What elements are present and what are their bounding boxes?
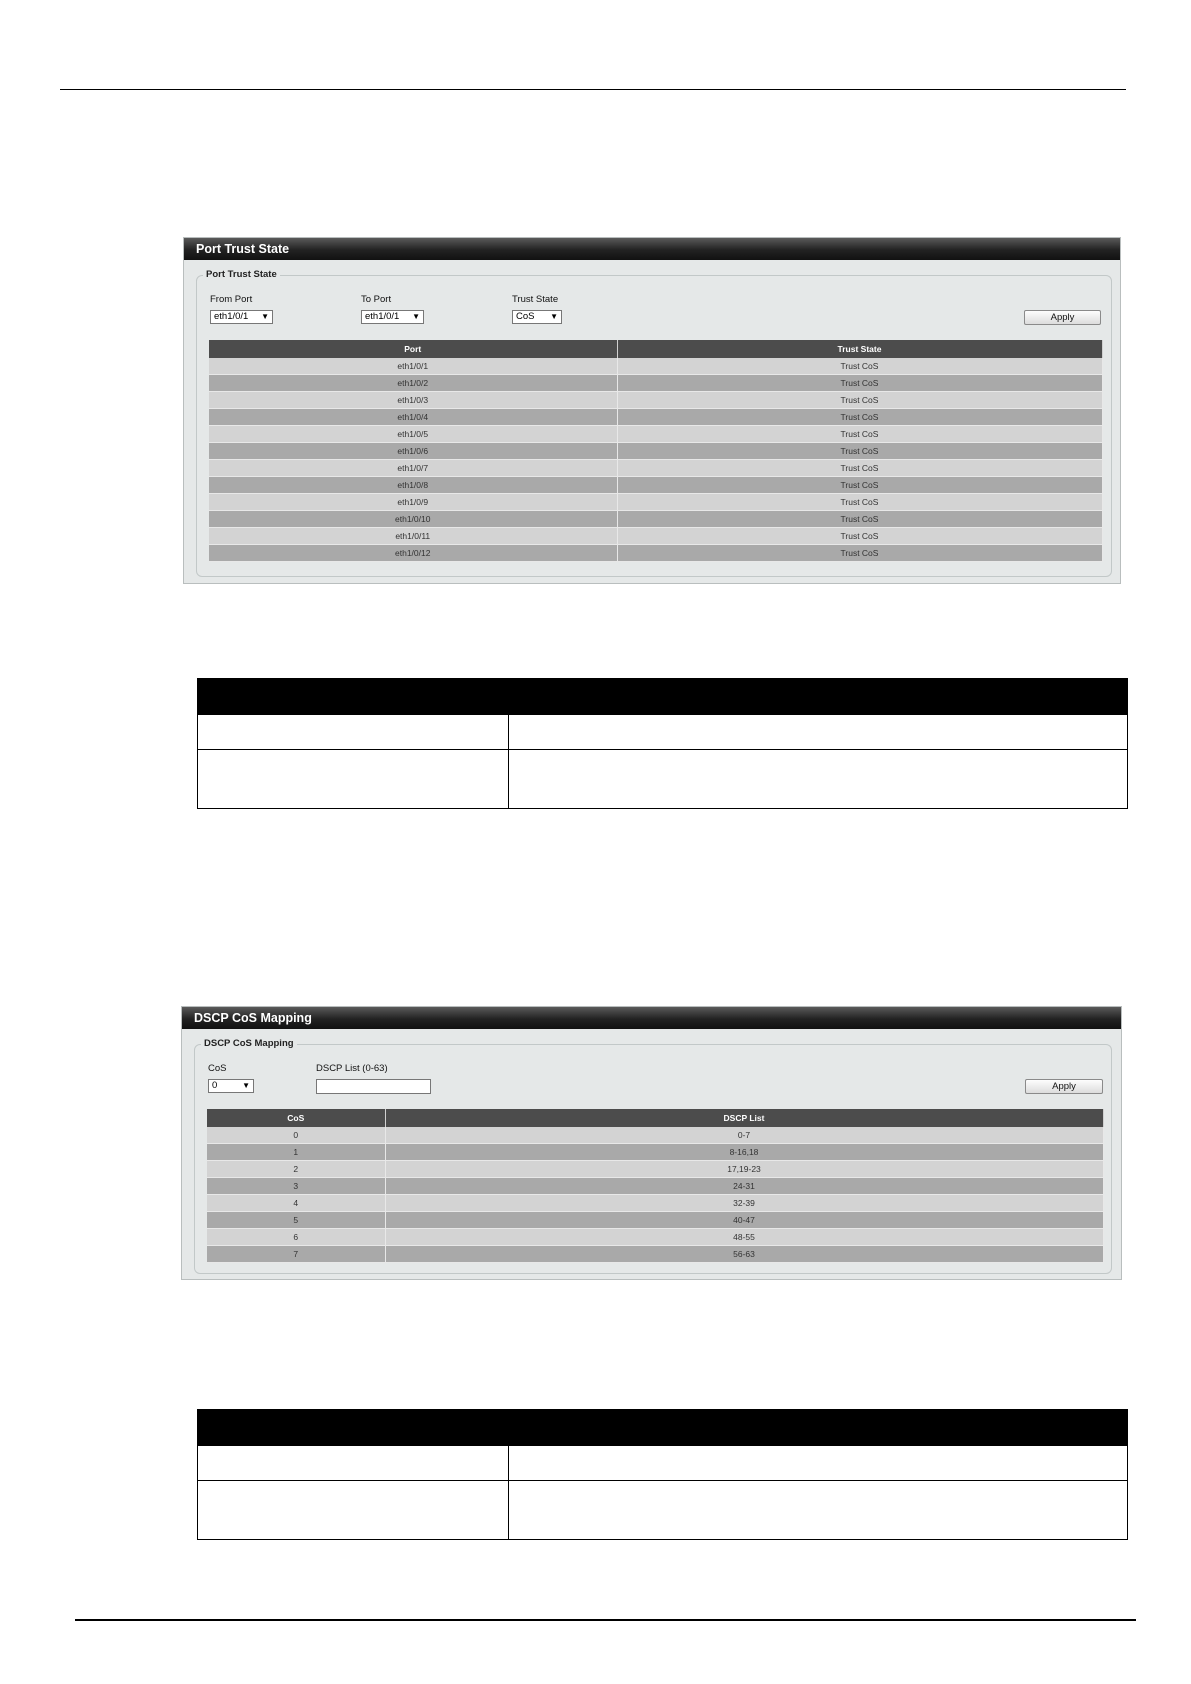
parameter-description-table [197, 1409, 1128, 1540]
description-cell [198, 715, 509, 750]
table-row[interactable] [207, 1178, 1103, 1195]
table-row[interactable] [209, 392, 1102, 409]
cos-label: CoS [208, 1063, 227, 1074]
port-cell: eth1/0/12 [209, 545, 617, 562]
table-row[interactable] [207, 1127, 1103, 1144]
dscp-cos-table [207, 1109, 1104, 1263]
trust-state-cell: Trust CoS [617, 358, 1102, 375]
panel-title: DSCP CoS Mapping [182, 1007, 1121, 1029]
table-row[interactable] [207, 1212, 1103, 1229]
cos-cell: 1 [207, 1144, 385, 1161]
from-port-value: eth1/0/1 [214, 311, 249, 322]
table-row[interactable] [207, 1161, 1103, 1178]
port-cell: eth1/0/8 [209, 477, 617, 494]
table-row[interactable] [209, 477, 1102, 494]
description-table-header [198, 679, 1128, 715]
table-row[interactable] [207, 1144, 1103, 1161]
trust-state-label: Trust State [512, 294, 559, 305]
from-port-label: From Port [210, 294, 253, 305]
cos-select[interactable] [208, 1079, 254, 1093]
cos-cell: 4 [207, 1195, 385, 1212]
table-row[interactable] [209, 409, 1102, 426]
cos-cell: 0 [207, 1127, 385, 1144]
port-cell: eth1/0/9 [209, 494, 617, 511]
to-port-select[interactable] [361, 310, 424, 324]
table-row[interactable] [209, 358, 1102, 375]
fieldset-legend: DSCP CoS Mapping [201, 1038, 297, 1049]
cos-cell: 5 [207, 1212, 385, 1229]
fieldset-legend: Port Trust State [203, 269, 280, 280]
dscp-list-cell: 40-47 [385, 1212, 1103, 1229]
dscp-list-cell: 48-55 [385, 1229, 1103, 1246]
table-header-row [209, 340, 1102, 358]
table-row[interactable] [207, 1229, 1103, 1246]
description-cell [509, 750, 1128, 809]
dscp-list-cell: 0-7 [385, 1127, 1103, 1144]
table-row[interactable] [207, 1246, 1103, 1263]
apply-button[interactable]: Apply [1024, 310, 1101, 325]
panel-title: Port Trust State [184, 238, 1120, 260]
trust-state-cell: Trust CoS [617, 494, 1102, 511]
port-cell: eth1/0/4 [209, 409, 617, 426]
trust-state-cell: Trust CoS [617, 528, 1102, 545]
column-header-cos: CoS [207, 1109, 385, 1127]
table-row[interactable] [209, 426, 1102, 443]
dscp-list-cell: 17,19-23 [385, 1161, 1103, 1178]
header-rule [60, 89, 1126, 90]
description-cell [509, 1481, 1128, 1540]
caret-down-icon: ▼ [242, 1081, 250, 1090]
port-cell: eth1/0/2 [209, 375, 617, 392]
from-port-select[interactable] [210, 310, 273, 324]
caret-down-icon: ▼ [261, 312, 269, 321]
table-row[interactable] [209, 443, 1102, 460]
dscp-list-cell: 24-31 [385, 1178, 1103, 1195]
port-trust-state-panel [183, 237, 1121, 584]
parameter-description-table [197, 678, 1128, 809]
table-row[interactable] [209, 460, 1102, 477]
table-row[interactable] [209, 528, 1102, 545]
dscp-list-cell: 56-63 [385, 1246, 1103, 1263]
cos-cell: 7 [207, 1246, 385, 1263]
description-table-header [198, 1410, 1128, 1446]
trust-state-cell: Trust CoS [617, 545, 1102, 562]
to-port-value: eth1/0/1 [365, 311, 400, 322]
trust-state-cell: Trust CoS [617, 375, 1102, 392]
description-cell [198, 1446, 509, 1481]
trust-state-cell: Trust CoS [617, 426, 1102, 443]
trust-state-select[interactable] [512, 310, 562, 324]
dscp-list-input[interactable] [316, 1079, 431, 1094]
table-header-row [207, 1109, 1103, 1127]
port-cell: eth1/0/10 [209, 511, 617, 528]
port-cell: eth1/0/7 [209, 460, 617, 477]
dscp-cos-mapping-panel [181, 1006, 1122, 1280]
caret-down-icon: ▼ [412, 312, 420, 321]
column-header-dscp-list: DSCP List [385, 1109, 1103, 1127]
description-cell [198, 1481, 509, 1540]
table-row[interactable] [209, 494, 1102, 511]
trust-state-cell: Trust CoS [617, 511, 1102, 528]
description-cell [509, 715, 1128, 750]
table-row[interactable] [209, 375, 1102, 392]
dscp-list-cell: 32-39 [385, 1195, 1103, 1212]
trust-state-cell: Trust CoS [617, 409, 1102, 426]
trust-state-value: CoS [516, 311, 535, 322]
to-port-label: To Port [361, 294, 392, 305]
trust-state-cell: Trust CoS [617, 460, 1102, 477]
description-cell [509, 1446, 1128, 1481]
trust-state-cell: Trust CoS [617, 443, 1102, 460]
cos-cell: 2 [207, 1161, 385, 1178]
apply-button[interactable]: Apply [1025, 1079, 1103, 1094]
port-cell: eth1/0/1 [209, 358, 617, 375]
table-row[interactable] [209, 545, 1102, 562]
trust-state-cell: Trust CoS [617, 477, 1102, 494]
port-cell: eth1/0/3 [209, 392, 617, 409]
caret-down-icon: ▼ [550, 312, 558, 321]
dscp-list-label: DSCP List (0-63) [316, 1063, 388, 1074]
description-cell [198, 750, 509, 809]
cos-cell: 6 [207, 1229, 385, 1246]
column-header-port: Port [209, 340, 617, 358]
dscp-list-cell: 8-16,18 [385, 1144, 1103, 1161]
trust-state-cell: Trust CoS [617, 392, 1102, 409]
port-cell: eth1/0/5 [209, 426, 617, 443]
table-row[interactable] [209, 511, 1102, 528]
cos-value: 0 [212, 1080, 218, 1091]
port-trust-table [209, 340, 1103, 562]
table-row[interactable] [207, 1195, 1103, 1212]
port-cell: eth1/0/6 [209, 443, 617, 460]
column-header-trust-state: Trust State [617, 340, 1102, 358]
cos-cell: 3 [207, 1178, 385, 1195]
footer-rule [75, 1619, 1136, 1621]
port-cell: eth1/0/11 [209, 528, 617, 545]
